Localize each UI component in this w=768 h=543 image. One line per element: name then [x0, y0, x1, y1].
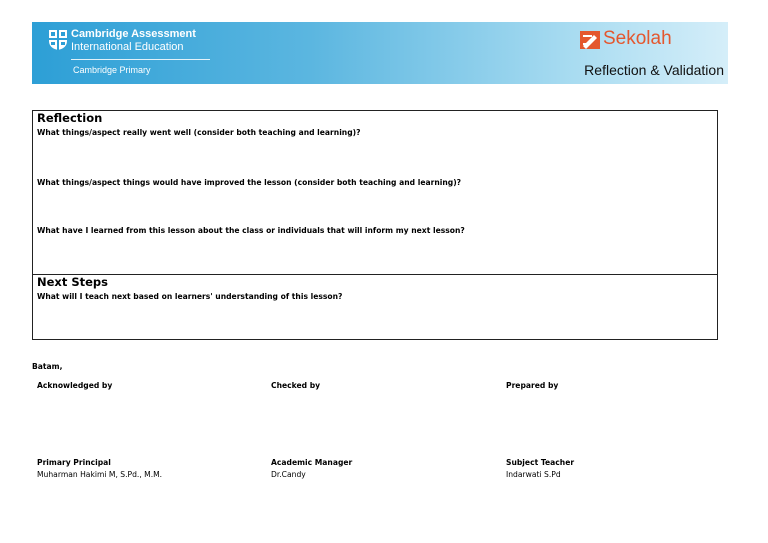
reflection-question-1: What things/aspect really went well (consider both teaching and learning)? [37, 128, 361, 137]
principal-role: Primary Principal [37, 458, 111, 467]
teacher-name: Indarwati S.Pd [506, 470, 561, 479]
manager-role: Academic Manager [271, 458, 353, 467]
next-steps-title: Next Steps [37, 275, 108, 289]
brand-name: Sekolah [603, 28, 672, 49]
page-title: Reflection & Validation [584, 62, 724, 78]
org-subtitle: Cambridge Primary [73, 65, 151, 75]
acknowledged-by-label: Acknowledged by [37, 381, 113, 390]
sekolah-logo-icon [580, 31, 600, 49]
cambridge-crest-icon [48, 29, 68, 51]
next-steps-question: What will I teach next based on learners' understanding of this lesson? [37, 292, 343, 301]
header-banner [32, 22, 728, 84]
divider [71, 59, 210, 60]
reflection-title: Reflection [37, 111, 103, 125]
org-name-line1: Cambridge Assessment [71, 28, 196, 40]
reflection-section [32, 110, 718, 275]
next-steps-section [32, 274, 718, 340]
checked-by-label: Checked by [271, 381, 321, 390]
teacher-role: Subject Teacher [506, 458, 575, 467]
reflection-question-2: What things/aspect things would have improved the lesson (consider both teaching and learning)? [37, 178, 462, 187]
prepared-by-label: Prepared by [506, 381, 559, 390]
place-label: Batam, [32, 362, 63, 371]
reflection-question-3: What have I learned from this lesson about the class or individuals that will inform my next lesson? [37, 226, 465, 235]
principal-name: Muharman Hakimi M, S.Pd., M.M. [37, 470, 163, 479]
org-name-line2: International Education [71, 41, 184, 53]
manager-name: Dr.Candy [271, 470, 306, 479]
